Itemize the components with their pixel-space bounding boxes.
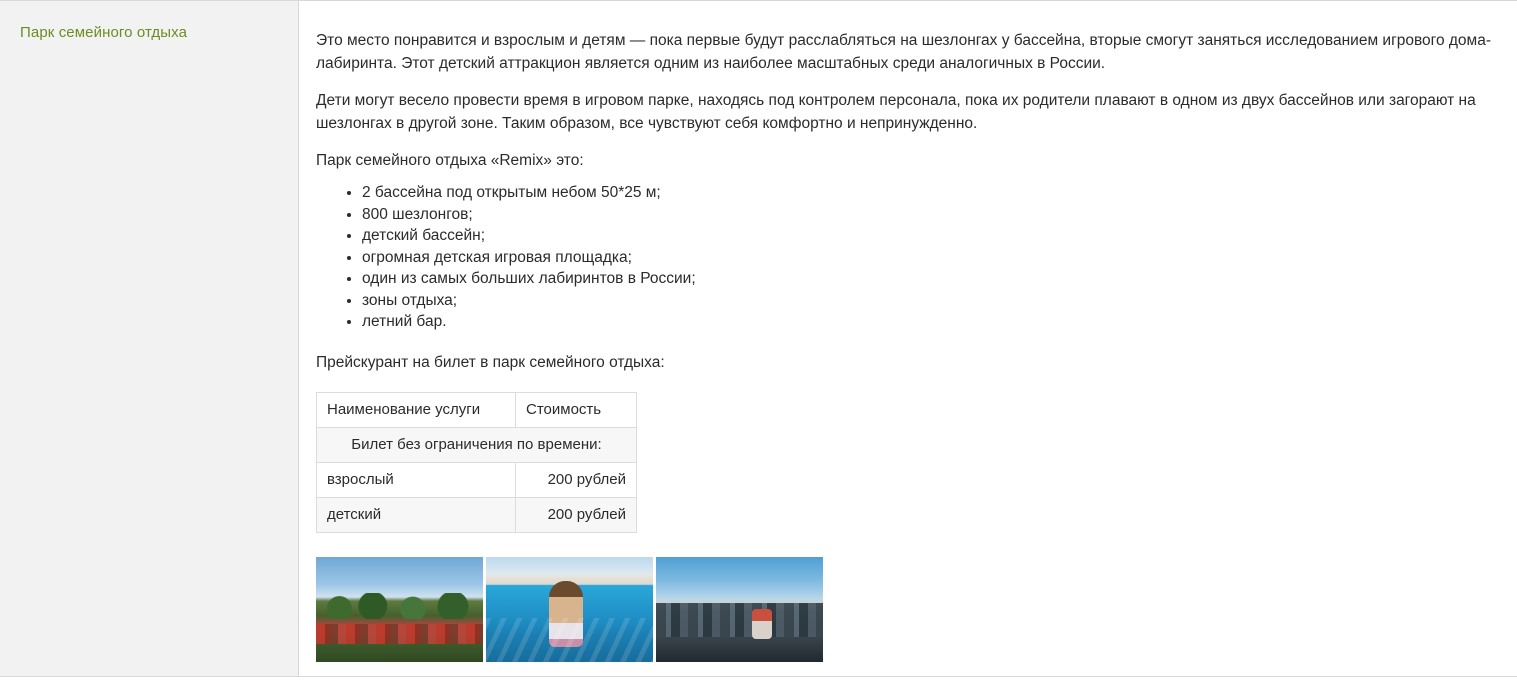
- table-section-label: Билет без ограничения по времени:: [317, 427, 637, 462]
- sidebar: [0, 1, 299, 677]
- table-row: [317, 427, 637, 462]
- column-header-service: Наименование услуги: [317, 392, 516, 427]
- features-lead-in: Парк семейного отдыха «Remix» это:: [316, 152, 584, 169]
- table-cell-price: 200 рублей: [516, 497, 637, 532]
- table-header-row: [317, 392, 637, 427]
- list-item: • один из самых больших лабиринтов в России;: [362, 268, 1493, 290]
- price-table: [316, 392, 637, 533]
- photo-gallery: [316, 557, 1493, 662]
- table-cell-service: детский: [317, 497, 516, 532]
- list-item: • огромная детская игровая площадка;: [362, 247, 1493, 269]
- table-cell-price: 200 рублей: [516, 462, 637, 497]
- column-header-price: Стоимость: [516, 392, 637, 427]
- list-item: • 2 бассейна под открытым небом 50*25 м;: [362, 182, 1493, 204]
- intro-paragraph-1: Это место понравится и взрослым и детям — пока первые будут расслабляться на шезлонгах у бассейна, вторые смогут заняться исследованием игрового дома-лабиринта. Этот детский аттракцион является одним из наиболее масштабных среди аналогичных в России.: [316, 32, 1491, 72]
- list-item: • летний бар.: [362, 311, 1493, 333]
- table-row: [317, 462, 637, 497]
- list-item: • зоны отдыха;: [362, 290, 1493, 312]
- gallery-thumbnail-loungers[interactable]: [656, 557, 823, 662]
- list-item: • детский бассейн;: [362, 225, 1493, 247]
- price-list-heading: Прейскурант на билет в парк семейного отдыха:: [316, 353, 665, 371]
- sidebar-item-park[interactable]: Парк семейного отдыха: [20, 24, 188, 41]
- table-row: [317, 497, 637, 532]
- price-table-body: [317, 427, 637, 532]
- gallery-thumbnail-pool[interactable]: [486, 557, 653, 662]
- table-cell-service: взрослый: [317, 462, 516, 497]
- intro-paragraph-2: Дети могут весело провести время в игровом парке, находясь под контролем персонала, пока их родители плавают в одном из двух бассейнов или загорают на шезлонгах в другой зоне. Таким образом, все чувствуют себя комфортно и непринужденно.: [316, 92, 1476, 132]
- gallery-thumbnail-park-road[interactable]: [316, 557, 483, 662]
- features-list: [316, 182, 1493, 333]
- footer-divider: [0, 676, 1517, 677]
- list-item: • 800 шезлонгов;: [362, 204, 1493, 226]
- article-content: [299, 1, 1517, 695]
- price-table-head: [317, 392, 637, 427]
